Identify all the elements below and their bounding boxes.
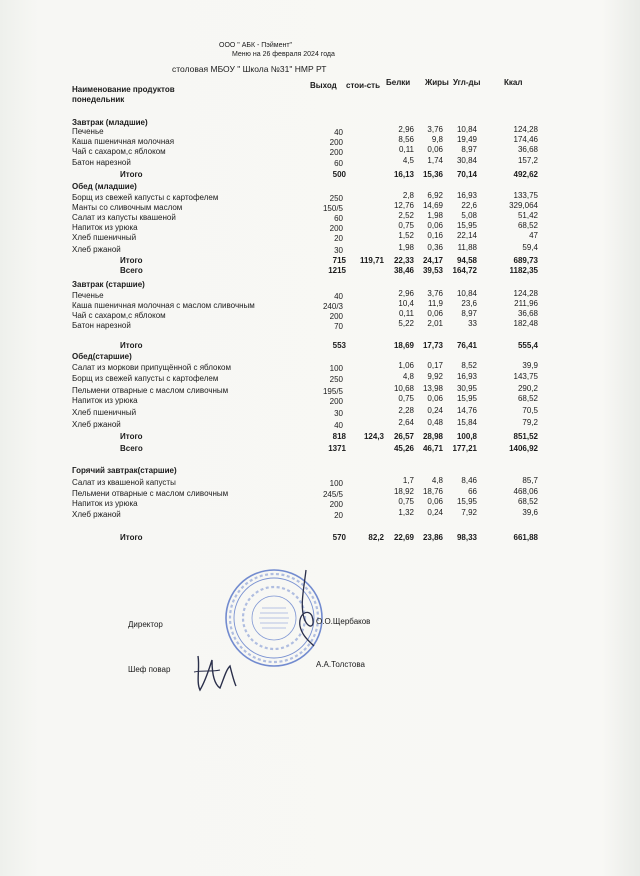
menu-item-name: Борщ из свежей капусты с картофелем bbox=[72, 374, 219, 383]
total-carbs: 76,41 bbox=[456, 341, 477, 350]
menu-item-fat: 6,92 bbox=[427, 191, 443, 200]
menu-item-fat: 9,8 bbox=[431, 135, 443, 144]
total-kcal: 555,4 bbox=[517, 341, 538, 350]
menu-item-kcal: 124,28 bbox=[513, 289, 538, 298]
menu-item-name: Борщ из свежей капусты с картофелем bbox=[72, 193, 219, 202]
menu-item-carbs: 10,84 bbox=[456, 125, 477, 134]
menu-item-kcal: 124,28 bbox=[513, 125, 538, 134]
menu-item-name: Печенье bbox=[72, 127, 104, 136]
menu-item-carbs: 11,88 bbox=[457, 243, 477, 252]
total-carbs: 94,58 bbox=[456, 256, 477, 265]
total-yield: 818 bbox=[332, 432, 346, 441]
menu-item-protein: 10,68 bbox=[393, 384, 414, 393]
menu-item-carbs: 15,95 bbox=[456, 497, 477, 506]
total-fat: 24,17 bbox=[422, 256, 443, 265]
menu-item-kcal: 211,96 bbox=[514, 299, 538, 308]
menu-item-kcal: 133,75 bbox=[513, 191, 538, 200]
menu-date: Меню на 26 февраля 2024 года bbox=[232, 51, 335, 58]
menu-item-protein: 1,7 bbox=[402, 476, 414, 485]
total-carbs: 164,72 bbox=[452, 266, 477, 275]
total-fat: 23,86 bbox=[422, 533, 443, 542]
section-heading: Горячий завтрак(старшие) bbox=[72, 466, 177, 475]
menu-item-yield: 20 bbox=[334, 511, 343, 520]
menu-item-protein: 4,8 bbox=[402, 372, 414, 381]
menu-item-carbs: 15,95 bbox=[456, 221, 477, 230]
director-name: О.О.Щербаков bbox=[316, 617, 371, 626]
menu-item-yield: 250 bbox=[329, 375, 343, 384]
menu-item-name: Чай с сахаром,с яблоком bbox=[72, 311, 166, 320]
menu-item-carbs: 8,52 bbox=[461, 361, 477, 370]
menu-item-fat: 0,48 bbox=[427, 418, 443, 427]
organization-name: ООО " АБК - Пэймент" bbox=[219, 42, 293, 49]
menu-item-yield: 200 bbox=[329, 312, 343, 321]
total-cost: 124,3 bbox=[363, 432, 384, 441]
menu-item-fat: 0,17 bbox=[427, 361, 443, 370]
total-yield: 1371 bbox=[328, 444, 346, 453]
section-heading: Завтрак (старшие) bbox=[72, 280, 145, 289]
menu-item-yield: 200 bbox=[329, 224, 343, 233]
column-kcal-heading: Ккал bbox=[504, 78, 523, 87]
menu-item-fat: 0,06 bbox=[427, 394, 443, 403]
chef-name: А.А.Толстова bbox=[316, 660, 365, 669]
total-label: Всего bbox=[120, 444, 143, 453]
total-protein: 38,46 bbox=[393, 266, 414, 275]
total-protein: 26,57 bbox=[393, 432, 414, 441]
menu-item-yield: 30 bbox=[334, 409, 343, 418]
menu-item-name: Хлеб ржаной bbox=[72, 420, 121, 429]
menu-item-name: Хлеб пшеничный bbox=[72, 233, 137, 242]
total-label: Итого bbox=[120, 256, 143, 265]
menu-item-yield: 60 bbox=[334, 214, 343, 223]
menu-item-kcal: 143,75 bbox=[513, 372, 538, 381]
total-yield: 570 bbox=[332, 533, 346, 542]
menu-item-carbs: 33 bbox=[468, 319, 477, 328]
menu-item-kcal: 36,68 bbox=[517, 309, 538, 318]
menu-item-fat: 0,06 bbox=[427, 497, 443, 506]
menu-item-carbs: 5,08 bbox=[461, 211, 477, 220]
menu-item-kcal: 329,064 bbox=[509, 201, 538, 210]
menu-item-yield: 100 bbox=[329, 364, 343, 373]
menu-item-protein: 10,4 bbox=[398, 299, 414, 308]
total-label: Итого bbox=[120, 533, 143, 542]
menu-item-name: Каша пшеничная молочная с маслом сливочным bbox=[72, 301, 255, 310]
menu-item-protein: 1,06 bbox=[398, 361, 414, 370]
menu-item-fat: 4,8 bbox=[431, 476, 443, 485]
menu-item-yield: 200 bbox=[329, 500, 343, 509]
menu-item-protein: 1,32 bbox=[398, 508, 414, 517]
menu-item-name: Хлеб ржаной bbox=[72, 510, 121, 519]
menu-item-yield: 40 bbox=[334, 292, 343, 301]
menu-item-protein: 4,5 bbox=[402, 156, 414, 165]
menu-item-name: Напиток из урюка bbox=[72, 499, 138, 508]
menu-item-yield: 100 bbox=[329, 479, 343, 488]
menu-item-yield: 70 bbox=[334, 322, 343, 331]
total-kcal: 851,52 bbox=[513, 432, 538, 441]
menu-item-carbs: 22,14 bbox=[456, 231, 477, 240]
total-fat: 15,36 bbox=[422, 170, 443, 179]
total-protein: 22,33 bbox=[393, 256, 414, 265]
menu-item-protein: 8,56 bbox=[398, 135, 414, 144]
menu-item-fat: 0,36 bbox=[427, 243, 443, 252]
menu-item-kcal: 36,68 bbox=[517, 145, 538, 154]
total-fat: 39,53 bbox=[422, 266, 443, 275]
menu-item-carbs: 14,76 bbox=[456, 406, 477, 415]
menu-item-protein: 2,52 bbox=[398, 211, 414, 220]
menu-item-yield: 195/5 bbox=[322, 387, 343, 396]
menu-item-carbs: 66 bbox=[468, 487, 477, 496]
menu-item-fat: 1,74 bbox=[427, 156, 443, 165]
total-carbs: 177,21 bbox=[452, 444, 477, 453]
menu-item-fat: 13,98 bbox=[422, 384, 443, 393]
menu-item-protein: 0,75 bbox=[398, 497, 414, 506]
total-kcal: 1182,35 bbox=[509, 266, 538, 275]
menu-item-name: Печенье bbox=[72, 291, 104, 300]
menu-item-name: Батон нарезной bbox=[72, 321, 131, 330]
total-protein: 22,69 bbox=[393, 533, 414, 542]
menu-item-name: Каша пшеничная молочная bbox=[72, 137, 175, 146]
menu-item-name: Напиток из урюка bbox=[72, 396, 138, 405]
menu-item-name: Чай с сахаром,с яблоком bbox=[72, 147, 166, 156]
menu-item-kcal: 174,46 bbox=[513, 135, 538, 144]
total-cost: 119,71 bbox=[359, 256, 384, 265]
menu-item-protein: 2,64 bbox=[398, 418, 414, 427]
total-protein: 16,13 bbox=[393, 170, 414, 179]
total-protein: 18,69 bbox=[393, 341, 414, 350]
menu-item-carbs: 16,93 bbox=[456, 191, 477, 200]
menu-item-kcal: 68,52 bbox=[517, 221, 538, 230]
column-fat-heading: Жиры bbox=[425, 78, 449, 87]
menu-item-carbs: 8,97 bbox=[461, 309, 477, 318]
menu-item-protein: 0,11 bbox=[399, 309, 414, 318]
menu-item-yield: 150/5 bbox=[322, 204, 343, 213]
menu-item-protein: 2,8 bbox=[402, 191, 414, 200]
menu-item-fat: 0,24 bbox=[427, 406, 443, 415]
column-cost-heading: стои-сть bbox=[346, 81, 381, 90]
menu-item-yield: 30 bbox=[334, 246, 343, 255]
total-kcal: 689,73 bbox=[513, 256, 538, 265]
section-heading: Завтрак (младшие) bbox=[72, 118, 148, 127]
director-label: Директор bbox=[128, 620, 163, 629]
menu-item-carbs: 10,84 bbox=[456, 289, 477, 298]
menu-item-yield: 200 bbox=[329, 138, 343, 147]
menu-item-fat: 0,16 bbox=[427, 231, 443, 240]
total-fat: 17,73 bbox=[422, 341, 443, 350]
weekday-heading: понедельник bbox=[72, 95, 125, 104]
total-fat: 46,71 bbox=[422, 444, 443, 453]
menu-item-protein: 5,22 bbox=[398, 319, 414, 328]
total-cost: 82,2 bbox=[368, 533, 384, 542]
column-carbs-heading: Угл-ды bbox=[453, 78, 481, 87]
section-heading: Обед (младшие) bbox=[72, 182, 137, 191]
total-yield: 553 bbox=[332, 341, 346, 350]
menu-item-name: Манты со сливочным маслом bbox=[72, 203, 183, 212]
chef-signature bbox=[190, 650, 240, 694]
menu-item-protein: 2,28 bbox=[398, 406, 414, 415]
menu-item-protein: 1,98 bbox=[398, 243, 414, 252]
menu-item-kcal: 51,42 bbox=[517, 211, 538, 220]
menu-item-fat: 0,06 bbox=[427, 145, 443, 154]
menu-item-name: Пельмени отварные с маслом сливочным bbox=[72, 489, 229, 498]
column-protein-heading: Белки bbox=[386, 78, 411, 87]
menu-item-kcal: 157,2 bbox=[517, 156, 538, 165]
menu-item-kcal: 68,52 bbox=[517, 394, 538, 403]
menu-item-carbs: 30,84 bbox=[456, 156, 477, 165]
total-kcal: 1406,92 bbox=[509, 444, 538, 453]
menu-item-name: Пельмени отварные с маслом сливочным bbox=[72, 386, 229, 395]
total-kcal: 492,62 bbox=[513, 170, 538, 179]
menu-item-yield: 240/3 bbox=[322, 302, 343, 311]
school-name: столовая МБОУ " Школа №31" НМР РТ bbox=[172, 64, 327, 74]
menu-item-fat: 11,9 bbox=[428, 299, 443, 308]
total-label: Итого bbox=[120, 170, 143, 179]
menu-item-fat: 2,01 bbox=[427, 319, 443, 328]
menu-item-carbs: 19,49 bbox=[456, 135, 477, 144]
menu-item-fat: 14,69 bbox=[422, 201, 443, 210]
menu-item-carbs: 15,95 bbox=[456, 394, 477, 403]
menu-item-carbs: 16,93 bbox=[456, 372, 477, 381]
menu-item-fat: 0,06 bbox=[427, 309, 443, 318]
menu-item-kcal: 39,6 bbox=[522, 508, 538, 517]
menu-item-protein: 0,75 bbox=[398, 394, 414, 403]
total-label: Всего bbox=[120, 266, 143, 275]
section-heading: Обед(старшие) bbox=[72, 352, 132, 361]
menu-item-fat: 1,98 bbox=[427, 211, 443, 220]
menu-item-yield: 200 bbox=[329, 148, 343, 157]
total-kcal: 661,88 bbox=[513, 533, 538, 542]
column-name-heading: Наименование продуктов bbox=[72, 85, 175, 94]
menu-item-protein: 18,92 bbox=[393, 487, 414, 496]
menu-item-yield: 40 bbox=[334, 421, 343, 430]
total-carbs: 98,33 bbox=[456, 533, 477, 542]
menu-item-kcal: 70,5 bbox=[522, 406, 538, 415]
menu-item-name: Салат из капусты квашеной bbox=[72, 213, 176, 222]
total-label: Итого bbox=[120, 432, 143, 441]
menu-item-kcal: 39,9 bbox=[522, 361, 538, 370]
menu-item-kcal: 68,52 bbox=[517, 497, 538, 506]
menu-item-yield: 60 bbox=[334, 159, 343, 168]
menu-item-yield: 200 bbox=[329, 397, 343, 406]
menu-item-kcal: 85,7 bbox=[522, 476, 538, 485]
menu-item-carbs: 30,95 bbox=[456, 384, 477, 393]
total-yield: 1215 bbox=[328, 266, 346, 275]
column-yield-heading: Выход bbox=[310, 81, 337, 90]
menu-item-fat: 3,76 bbox=[427, 125, 443, 134]
menu-item-kcal: 290,2 bbox=[517, 384, 538, 393]
menu-item-carbs: 8,46 bbox=[461, 476, 477, 485]
menu-item-carbs: 23,6 bbox=[461, 299, 477, 308]
menu-item-yield: 250 bbox=[329, 194, 343, 203]
menu-item-protein: 2,96 bbox=[398, 125, 414, 134]
menu-item-name: Напиток из урюка bbox=[72, 223, 138, 232]
menu-item-carbs: 22,6 bbox=[461, 201, 477, 210]
total-label: Итого bbox=[120, 341, 143, 350]
menu-item-fat: 3,76 bbox=[427, 289, 443, 298]
menu-item-name: Хлеб ржаной bbox=[72, 245, 121, 254]
menu-item-protein: 1,52 bbox=[398, 231, 414, 240]
menu-item-name: Хлеб пшеничный bbox=[72, 408, 137, 417]
total-fat: 28,98 bbox=[422, 432, 443, 441]
menu-item-name: Салат из квашеной капусты bbox=[72, 478, 176, 487]
total-carbs: 70,14 bbox=[456, 170, 477, 179]
director-signature bbox=[282, 568, 330, 648]
menu-item-protein: 0,11 bbox=[399, 145, 414, 154]
menu-item-yield: 20 bbox=[334, 234, 343, 243]
menu-item-kcal: 79,2 bbox=[522, 418, 538, 427]
menu-item-name: Салат из моркови припущённой с яблоком bbox=[72, 363, 231, 372]
menu-item-carbs: 15,84 bbox=[456, 418, 477, 427]
menu-item-kcal: 59,4 bbox=[522, 243, 538, 252]
menu-item-name: Батон нарезной bbox=[72, 158, 131, 167]
menu-item-kcal: 182,48 bbox=[513, 319, 538, 328]
menu-item-yield: 245/5 bbox=[322, 490, 343, 499]
chef-label: Шеф повар bbox=[128, 665, 171, 674]
menu-item-protein: 12,76 bbox=[393, 201, 414, 210]
total-carbs: 100,8 bbox=[456, 432, 477, 441]
menu-item-fat: 18,76 bbox=[422, 487, 443, 496]
menu-item-fat: 0,24 bbox=[427, 508, 443, 517]
menu-item-yield: 40 bbox=[334, 128, 343, 137]
menu-item-carbs: 8,97 bbox=[461, 145, 477, 154]
total-protein: 45,26 bbox=[393, 444, 414, 453]
menu-item-fat: 0,06 bbox=[427, 221, 443, 230]
menu-item-kcal: 468,06 bbox=[513, 487, 538, 496]
total-yield: 500 bbox=[332, 170, 346, 179]
menu-item-protein: 0,75 bbox=[398, 221, 414, 230]
total-yield: 715 bbox=[332, 256, 346, 265]
menu-item-protein: 2,96 bbox=[398, 289, 414, 298]
menu-item-fat: 9,92 bbox=[427, 372, 443, 381]
menu-item-kcal: 47 bbox=[529, 231, 538, 240]
menu-item-carbs: 7,92 bbox=[461, 508, 477, 517]
